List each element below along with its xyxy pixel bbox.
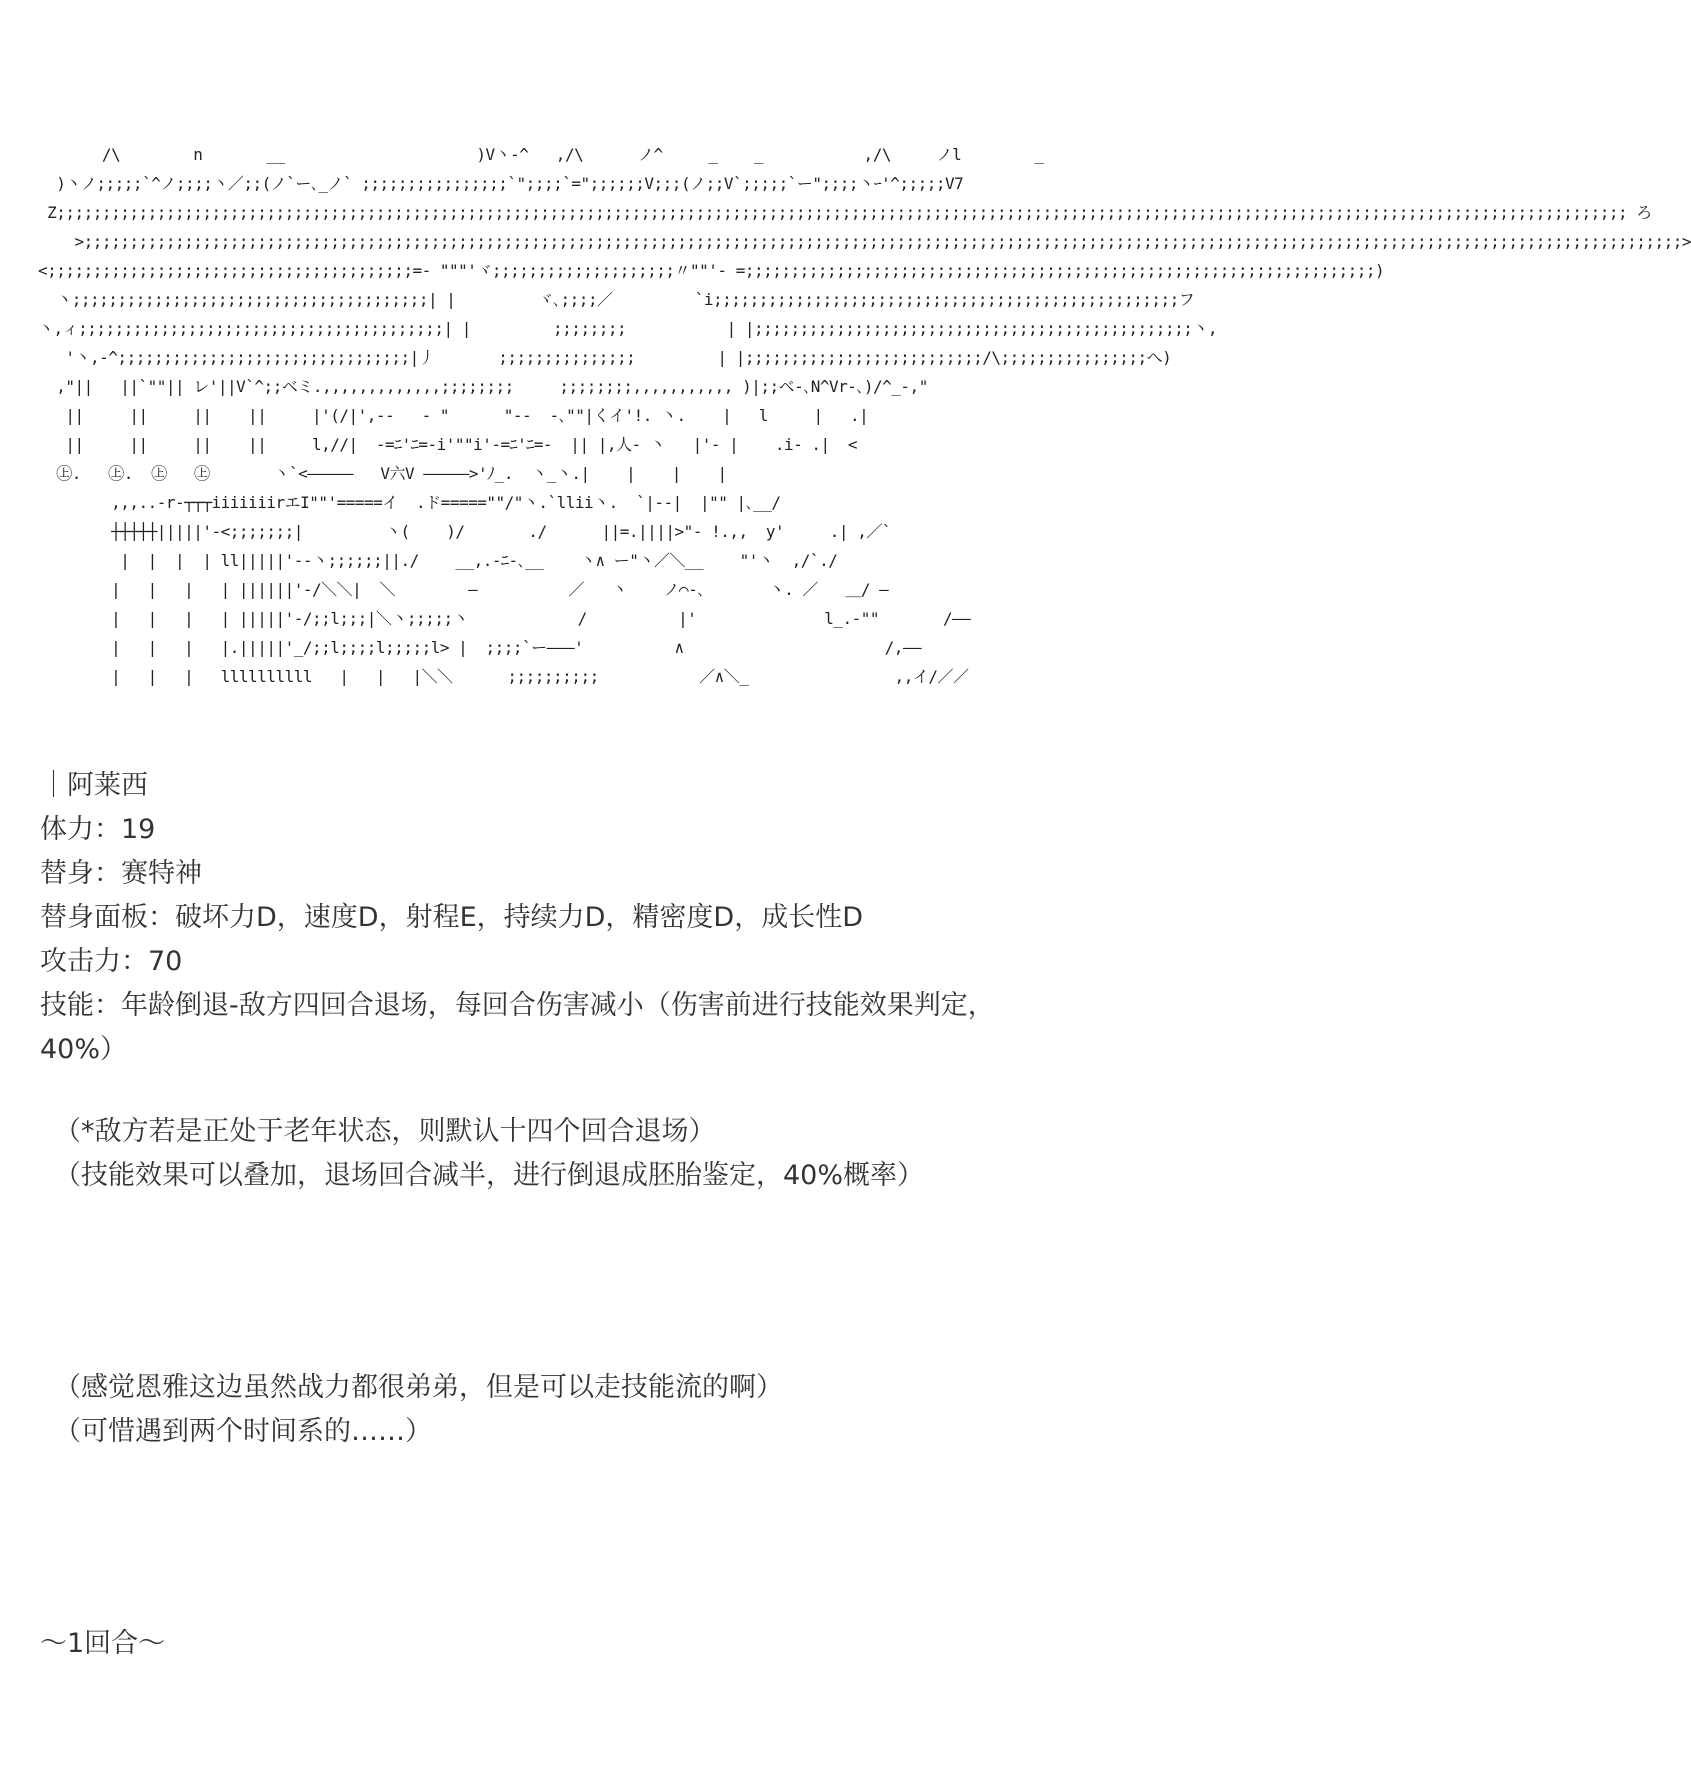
stand-line: 替身：赛特神 [40, 858, 202, 889]
attack-line: 攻击力：70 [40, 946, 183, 977]
stand-panel-line: 替身面板：破坏力D，速度D，射程E，持续力D，精密度D，成长性D [40, 902, 864, 933]
hp-line: 体力：19 [40, 814, 156, 845]
note-line-1: （*敌方若是正处于老年状态，则默认十四个回合退场） [54, 1116, 716, 1147]
comment-line-2: （可惜遇到两个时间系的……） [54, 1416, 432, 1447]
character-profile [40, 764, 1040, 1666]
skill-line: 技能：年龄倒退-敌方四回合退场，每回合伤害减小（伤害前进行技能效果判定，40%） [40, 990, 995, 1065]
comment-line-1: （感觉恩雅这边虽然战力都很弟弟，但是可以走技能流的啊） [54, 1372, 783, 1403]
round-heading: ～1回合～ [40, 1628, 166, 1659]
ascii-art-illustration: /\ n __ )V丶-^ ,/\ ノ^ _ _ ,/\ ノl _ )丶ノ;;;;;`^ノ;;;;丶／;;(ノ`ー､_ノ` ;;;;;;;;;;;;;;;;`";;;;`=";;;;;;V;;;(ノ;;V`;;;;;`ー";;;;丶ｰ'^;;;;;V7 Z;;;;;;;;;;;;;;;;;;;;;;;;;;;;;;;;;;;;;;;;;;;;;;;;;;;;;;;;;;;;;;;;;;;;;;;;;;;;;;;;;;;;;;;;;;;;;;;;;;;;;;;;;;;;;;;;;;;;;;;;;;;;;;;;;;;;;;;;;;;;;;;;;;;;;;;;;;;;;;;;;;;;;;;;;;;; ろ >;;;;;;;;;;;;;;;;;;;;;;;;;;;;;;;;;;;;;;;;;;;;;;;;;;;;;;;;;;;;;;;;;;;;;;;;;;;;;;;;;;;;;;;;;;;;;;;;;;;;;;;;;;;;;;;;;;;;;;;;;;;;;;;;;;;;;;;;;;;;;;;;;;;;;;;;;;;;;;;;;;;;;;;;;;;;;;;> <;;;;;;;;;;;;;;;;;;;;;;;;;;;;;;;;;;;;;;;;=- """'ヾ;;;;;;;;;;;;;;;;;;;;〃""'- =;;;;;;;;;;;;;;;;;;;;;;;;;;;;;;;;;;;;;;;;;;;;;;;;;;;;;;;;;;;;;;;;;;;;;) 丶;;;;;;;;;;;;;;;;;;;;;;;;;;;;;;;;;;;;;;;| | ヾ､;;;;／ `i;;;;;;;;;;;;;;;;;;;;;;;;;;;;;;;;;;;;;;;;;;;;;;;;;;;フ 丶,ィ;;;;;;;;;;;;;;;;;;;;;;;;;;;;;;;;;;;;;;;;| | ;;;;;;;; | |;;;;;;;;;;;;;;;;;;;;;;;;;;;;;;;;;;;;;;;;;;;;;;;;丶, '丶,-^;;;;;;;;;;;;;;;;;;;;;;;;;;;;;;;;|丿 ;;;;;;;;;;;;;;; | |;;;;;;;;;;;;;;;;;;;;;;;;;;/\;;;;;;;;;;;;;;;;へ) ,"|| ||`""|| レ'||V`^;;ベミ.,,,,,,,,,,,,,;;;;;;;; ;;;;;;;;,,,,,,,,,,, )|;;ベ-､N^Vr-､)/^_-," || || || || |'(/|',-- - " "-- -､""|くイ'!. 丶. | l | .| || || || || l,//| -=ﾆ'ﾆ=-i'""i'-=ﾆ'ﾆ=- || |,人- 丶 |'- | .i- .| < ㊤. ㊤. ㊤ ㊤ 丶`<――――― V六V ―――――>'ﾉ_. 丶_丶.| | | | ,,,..-r-┬┬┬iiiiiiirエI""'=====イ .ド=====""/"丶.`llii丶. `|--| |"" |､__/ ┼┼┼┼┼|||||'-<;;;;;;;| 丶( )/ ./ ||=.||||>"- !.,, y' .| ,／` | | | | ll|||||'--丶;;;;;;||./ __,.-ﾆ-､__ 丶∧ ー"丶／＼__ "'丶 ,/`./ | | | | ||||||'-/＼＼| ＼ ― ／ 丶 ノ⌒-､ 丶. ／ ＿/ ― | | | | |||||'-/;;l;;;|＼丶;;;;;丶 / |' l_.-"" /―― | | | |.|||||'_/;;l;;;;l;;;;;l> | ;;;;`ー―――' ∧ /,―― | | | llllllllll | | |＼＼ ;;;;;;;;;; ／∧＼_ ,,イ/／／ [38, 145, 1691, 686]
character-name: ｜阿莱西 [40, 770, 148, 801]
note-line-2: （技能效果可以叠加，退场回合减半，进行倒退成胚胎鉴定，40%概率） [54, 1160, 925, 1191]
